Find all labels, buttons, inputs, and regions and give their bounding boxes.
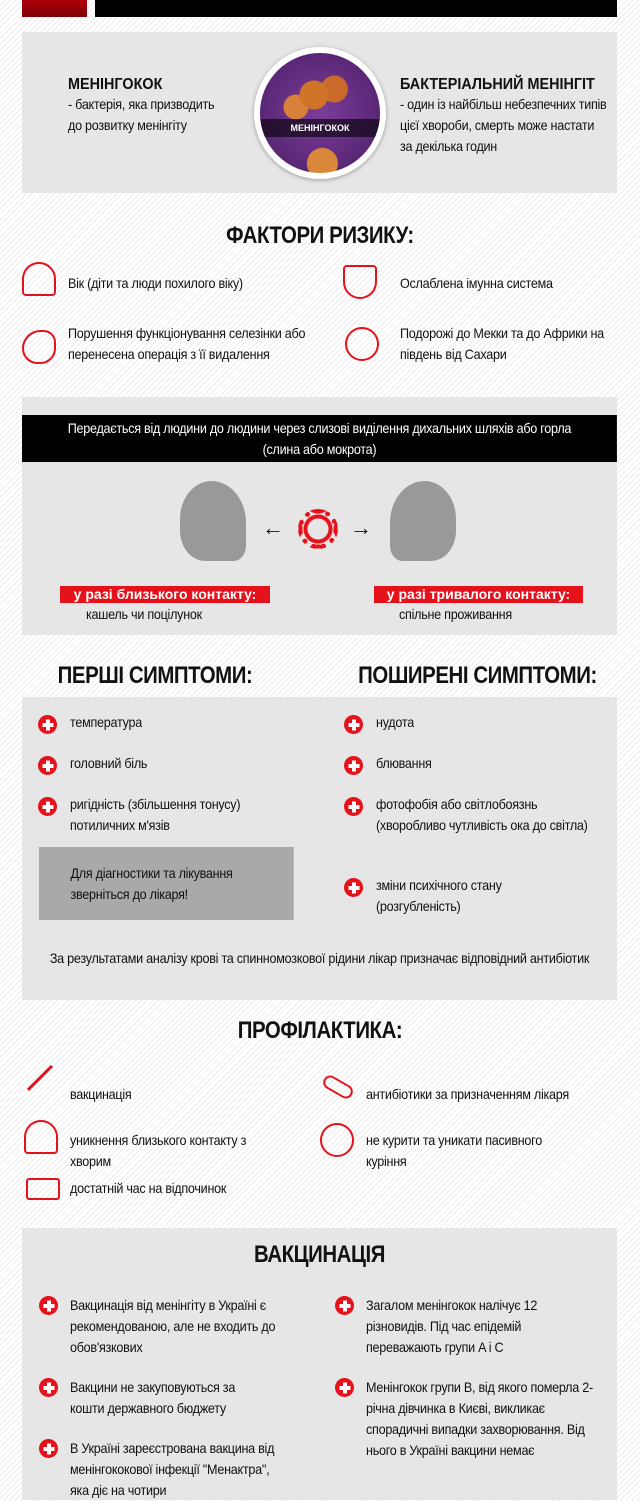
- symptoms-panel: [22, 697, 617, 1000]
- person-icon: [24, 1120, 58, 1154]
- head-right-icon: [390, 481, 456, 561]
- risk-item: Ослаблена імунна система: [400, 275, 553, 291]
- vaccination-panel: [22, 1228, 617, 1500]
- close-contact-label: у разі близького контакту:: [60, 586, 270, 603]
- shield-pill-icon: [343, 265, 377, 299]
- risk-factors-title: ФАКТОРИ РИЗИКУ:: [226, 222, 414, 249]
- globe-icon: [345, 327, 379, 361]
- bacterial-meningitis-title: БАКТЕРІАЛЬНИЙ МЕНІНГІТ: [400, 76, 595, 93]
- risk-item: Подорожі до Мекки та до Африки на південь від Сахари: [400, 325, 604, 362]
- common-symptom: блювання: [376, 755, 432, 771]
- vaccination-fact: Загалом менінгокок налічує 12 різновидів. Під час епідемій переважають групи A і C: [366, 1297, 538, 1355]
- bacterial-meningitis-text: - один із найбільш небезпечних типів цієї хвороби, смерть може настати за декілька годин: [400, 96, 607, 154]
- spleen-icon: [22, 330, 56, 364]
- plus-icon: [39, 1378, 58, 1397]
- long-contact-text: спільне проживання: [399, 606, 512, 622]
- treatment-footer: За результатами аналізу крові та спинномозкової рідини лікар призначає відповідний антибіотик: [49, 950, 590, 966]
- first-symptom: ригідність (збільшення тонусу) потиличних м'язів: [70, 796, 241, 833]
- header-red-block: [22, 0, 87, 17]
- virus-icon: [298, 509, 338, 549]
- plus-icon: [335, 1296, 354, 1315]
- vaccination-fact: В Україні зареєстрована вакцина від менінгококової інфекції "Менактра", яка діє на чотири: [70, 1440, 275, 1498]
- plus-icon: [39, 1439, 58, 1458]
- common-symptom: фотофобія або світлобоязнь (хворобливо чутливість ока до світла): [376, 796, 588, 833]
- meningococcus-text: - бактерія, яка призводить до розвитку менінгіту: [68, 96, 215, 133]
- intro-panel: [22, 32, 617, 193]
- meningococcus-title: МЕНІНГОКОК: [68, 76, 163, 93]
- arrow-left-icon: ←: [262, 515, 284, 540]
- common-symptoms-title: ПОШИРЕНІ СИМПТОМИ:: [358, 662, 597, 689]
- prevention-item: не курити та уникати пасивного куріння: [366, 1132, 542, 1169]
- risk-item: Вік (діти та люди похилого віку): [68, 275, 243, 291]
- image-label: МЕНІНГОКОК: [260, 119, 380, 137]
- first-symptom: головний біль: [70, 755, 148, 771]
- prevention-item: уникнення близького контакту з хворим: [70, 1132, 247, 1169]
- header-black-bar: [95, 0, 617, 17]
- risk-item: Порушення функціонування селезінки або перенесена операція з її видалення: [68, 325, 306, 362]
- head-left-icon: [180, 481, 246, 561]
- bed-icon: [26, 1178, 60, 1200]
- syringe-icon: [27, 1065, 55, 1093]
- transmission-banner: Передається від людини до людини через слизові виділення дихальних шляхів або горла (слина або мокрота): [22, 415, 617, 462]
- plus-icon: [39, 1296, 58, 1315]
- prevention-title: ПРОФІЛАКТИКА:: [237, 1017, 403, 1044]
- meningococcus-image: [254, 47, 386, 179]
- prevention-item: достатній час на відпочинок: [70, 1180, 227, 1196]
- no-smoking-icon: [320, 1123, 354, 1157]
- plus-icon: [38, 715, 57, 734]
- arrow-right-icon: →: [350, 515, 372, 540]
- pills-icon: [321, 1073, 356, 1101]
- transmission-panel: [22, 397, 617, 635]
- plus-icon: [38, 797, 57, 816]
- long-contact-label: у разі тривалого контакту:: [374, 586, 583, 603]
- plus-icon: [335, 1378, 354, 1397]
- vaccination-fact: Менінгокок групи B, від якого померла 2-річна дівчинка в Києві, викликає спорадичні випадки захворювання. Від нього в Україні вакцини немає: [366, 1379, 593, 1458]
- prevention-item: вакцинація: [70, 1086, 132, 1102]
- close-contact-text: кашель чи поцілунок: [86, 606, 202, 622]
- plus-icon: [344, 715, 363, 734]
- plus-icon: [344, 756, 363, 775]
- doctor-note: Для діагностики та лікування зверніться до лікаря!: [39, 847, 294, 920]
- vaccination-fact: Вакцинація від менінгіту в Україні є рекомендованою, але не входить до обов'язкових: [70, 1297, 276, 1355]
- person-icon: [22, 262, 56, 296]
- prevention-item: антибіотики за призначенням лікаря: [366, 1086, 569, 1102]
- vaccination-fact: Вакцини не закуповуються за кошти державного бюджету: [70, 1379, 236, 1416]
- first-symptoms-title: ПЕРШІ СИМПТОМИ:: [57, 662, 253, 689]
- vaccination-title: ВАКЦИНАЦІЯ: [254, 1241, 385, 1268]
- plus-icon: [344, 878, 363, 897]
- first-symptom: температура: [70, 714, 142, 730]
- common-symptom: зміни психічного стану (розгубленість): [376, 877, 502, 914]
- plus-icon: [38, 756, 57, 775]
- plus-icon: [344, 797, 363, 816]
- common-symptom: нудота: [376, 714, 414, 730]
